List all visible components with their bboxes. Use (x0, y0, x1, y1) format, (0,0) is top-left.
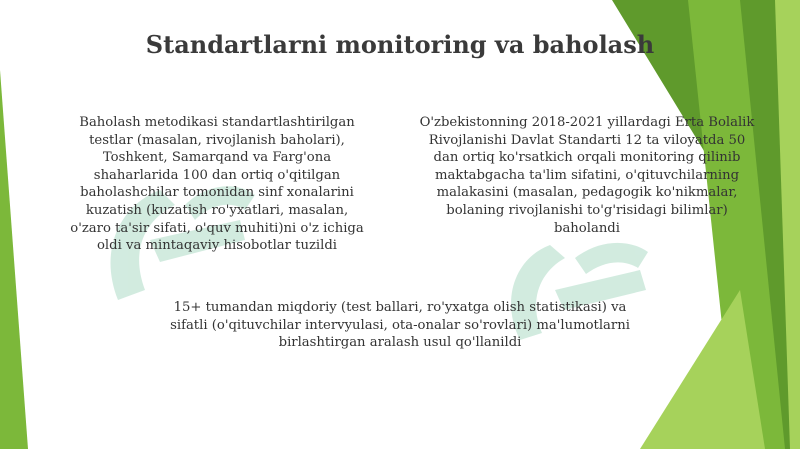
text-line: bolaning rivojlanishi to'g'risidagi bilimlar) (446, 202, 728, 218)
green-shape-bottom-left (0, 70, 28, 449)
bottom-text-block (140, 299, 660, 352)
text-line: baholashchilar tomonidan sinf xonalarini (80, 185, 354, 201)
right-text-block (388, 114, 786, 237)
slide-title: Standartlarni monitoring va baholash (145, 30, 655, 59)
text-line: Baholash metodikasi standartlashtirilgan (79, 115, 355, 130)
text-line: 15+ tumandan miqdoriy (test ballari, ro'yxatga olish statistikasi) va (173, 300, 627, 315)
text-line: sifatli (o'qituvchilar intervyulasi, ota-onalar so'rovlari) ma'lumotlarni (170, 317, 630, 333)
text-line: maktabgacha ta'lim sifatini, o'qituvchilarning (434, 167, 740, 183)
left-text-block (50, 114, 384, 255)
text-line: dan ortiq ko'rsatkich orqali monitoring qilinib (433, 150, 741, 166)
text-line: birlashtirgan aralash usul qo'llanildi (278, 335, 522, 351)
text-line: o'zaro ta'sir sifati, o'quv muhiti)ni o'z ichiga (70, 220, 364, 236)
text-line: Rivojlanishi Davlat Standarti 12 ta viloyatda 50 (428, 132, 746, 148)
text-line: shaharlarida 100 dan ortiq o'qitilgan (93, 167, 341, 183)
text-line: oldi va mintaqaviy hisobotlar tuzildi (96, 238, 337, 254)
text-line: baholandi (554, 220, 620, 236)
text-line: O'zbekistonning 2018-2021 yillardagi Erta Bolalik (419, 115, 755, 130)
text-line: Toshkent, Samarqand va Farg'ona (102, 150, 332, 166)
text-line: malakasini (masalan, pedagogik ko'nikmalar, (436, 185, 738, 201)
text-line: testlar (masalan, rivojlanish baholari), (89, 132, 345, 148)
text-line: kuzatish (kuzatish ro'yxatlari, masalan, (85, 202, 349, 218)
